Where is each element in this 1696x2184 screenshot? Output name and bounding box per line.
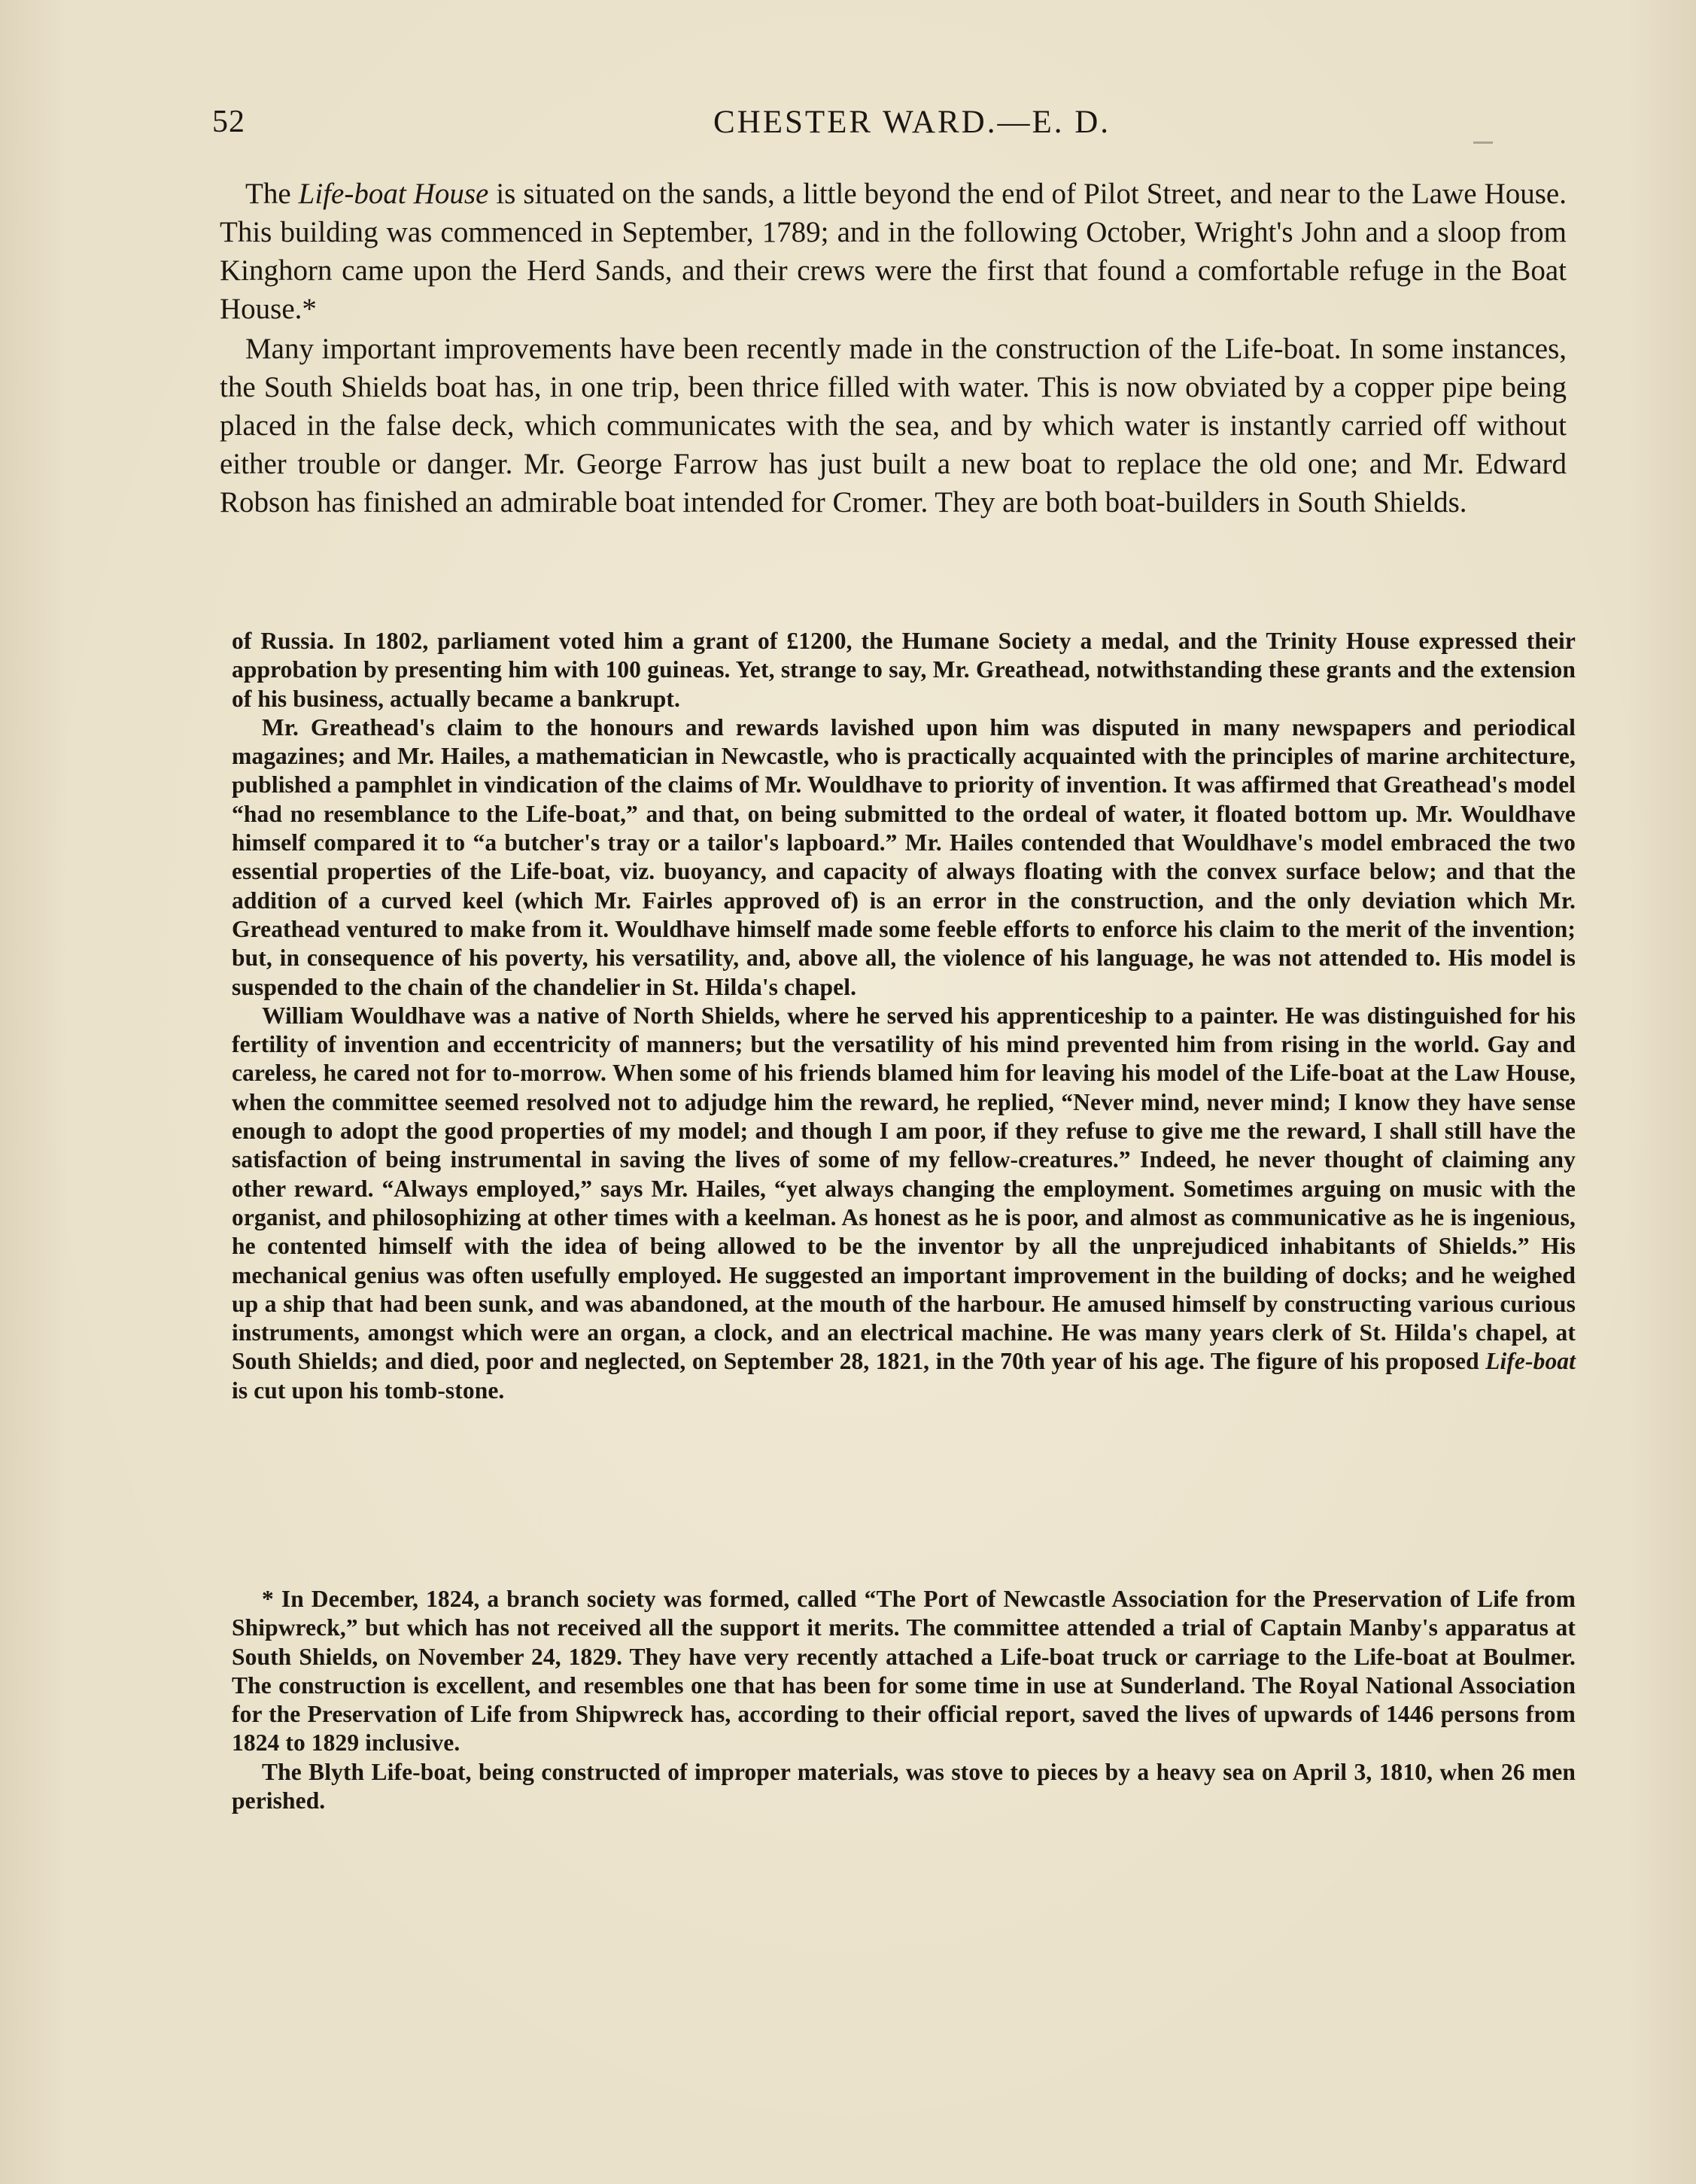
life-boat-italic: Life-boat [1485,1348,1576,1375]
main-paragraph-1 [220,175,1567,328]
life-boat-house-italic: Life-boat House [298,178,489,210]
main-paragraph-1-rest: is situated on the sands, a little beyond the end of Pilot Street, and near to the Lawe House. This building was commenced in September, 1789; and in the following October, Wright's John and a sloop from Kinghorn came upon the Herd Sands, and their crews were the first that found a comfortable refuge in the Boat House.* [220,178,1567,325]
main-text [220,175,1567,523]
note-paragraph-3-end: is cut upon his tomb-stone. [232,1376,505,1404]
note-paragraph-3-start: William Wouldhave was a native of North Shields, where he served his apprenticeship to a painter. He was distinguished for his fertility of invention and eccentricity of manners; but the versatility of his mind prevented him from rising in the world. Gay and careless, he cared not for to-morrow. When some of his friends blamed him for leaving his model of the Life-boat at the Law House, when the committee seemed resolved not to adjudge him the reward, he replied, “Never mind, never mind; I know they have sense enough to adopt the good properties of my model; and though I am poor, if they refuse to give me the reward, I shall still have the satisfaction of being instrumental in saving the lives of some of my fellow-creatures.” Indeed, he never thought of claiming any other reward. “Always employed,” says Mr. Hailes, “yet always changing the employment. Sometimes arguing on music with the organist, and philosophizing at other times with a keelman. As honest as he is poor, and almost as communicative as he is ingenious, he contented himself with the idea of being allowed to be the inventor by all the unprejudiced inhabitants of Shields.” His mechanical genius was often usefully employed. He suggested an important improvement in the building of docks; and he weighed up a ship that had been sunk, and was abandoned, at the mouth of the harbour. He amused himself by constructing various curious instruments, amongst which were an organ, a clock, and an electrical machine. He was many years clerk of St. Hilda's chapel, at South Shields; and died, poor and neglected, on September 28, 1821, in the 70th year of his age. The figure of his proposed [232,1002,1576,1375]
continued-note [232,627,1576,1405]
footnote [232,1585,1576,1815]
main-paragraph-2: Many important improvements have been recently made in the construction of the Life-boat. In some instances, the South Shields boat has, in one trip, been thrice filled with water. This is now obviated by a copper pipe being placed in the false deck, which communicates with the sea, and by which water is instantly carried off without either trouble or danger. Mr. George Farrow has just built a new boat to replace the old one; and Mr. Edward Robson has finished an admirable boat intended for Cromer. They are both boat-builders in South Shields. [220,333,1567,519]
main-paragraph-1-start: The [245,178,299,210]
running-head: CHESTER WARD.—E. D. [713,105,1111,140]
page-header [212,104,1582,157]
note-paragraph-3 [232,1002,1576,1405]
footnote-paragraph-1: * In December, 1824, a branch society was formed, called “The Port of Newcastle Association for the Preservation of Life from Shipwreck,” but which has not received all the support it merits. The committee attended a trial of Captain Manby's apparatus at South Shields, on November 24, 1829. They have very recently attached a Life-boat truck or carriage to the Life-boat at Boulmer. The construction is excellent, and resembles one that has been for some time in use at Sunderland. The Royal National Association for the Preservation of Life from Shipwreck has, according to their official report, saved the lives of upwards of 1446 persons from 1824 to 1829 inclusive. [232,1586,1576,1757]
note-paragraph-1: of Russia. In 1802, parliament voted him a grant of £1200, the Humane Society a medal, and the Trinity House expressed their approbation by presenting him with 100 guineas. Yet, strange to say, Mr. Greathead, notwithstanding these grants and the extension of his business, actually became a bankrupt. [232,628,1576,712]
page-number: 52 [212,105,245,139]
footnote-paragraph-2: The Blyth Life-boat, being constructed of improper materials, was stove to pieces by a heavy sea on April 3, 1810, when 26 men perished. [232,1758,1576,1814]
note-paragraph-2: Mr. Greathead's claim to the honours and rewards lavished upon him was disputed in many newspapers and periodical magazines; and Mr. Hailes, a mathematician in Newcastle, who is practically acquainted with the principles of marine architecture, published a pamphlet in vindication of the claims of Mr. Wouldhave to priority of invention. It was affirmed that Greathead's model “had no resemblance to the Life-boat,” and that, on being submitted to the ordeal of water, it floated bottom up. Mr. Wouldhave himself compared it to “a butcher's tray or a tailor's lapboard.” Mr. Hailes contended that Wouldhave's model embraced the two essential properties of the Life-boat, viz. buoyancy, and capacity of always floating with the convex surface below; and that the addition of a curved keel (which Mr. Fairles approved of) is an error in the construction, and the only deviation which Mr. Greathead ventured to make from it. Wouldhave himself made some feeble efforts to enforce his claim to the merit of the invention; but, in consequence of his poverty, his versatility, and, above all, the violence of his language, he was not attended to. His model is suspended to the chain of the chandelier in St. Hilda's chapel. [232,713,1576,1000]
